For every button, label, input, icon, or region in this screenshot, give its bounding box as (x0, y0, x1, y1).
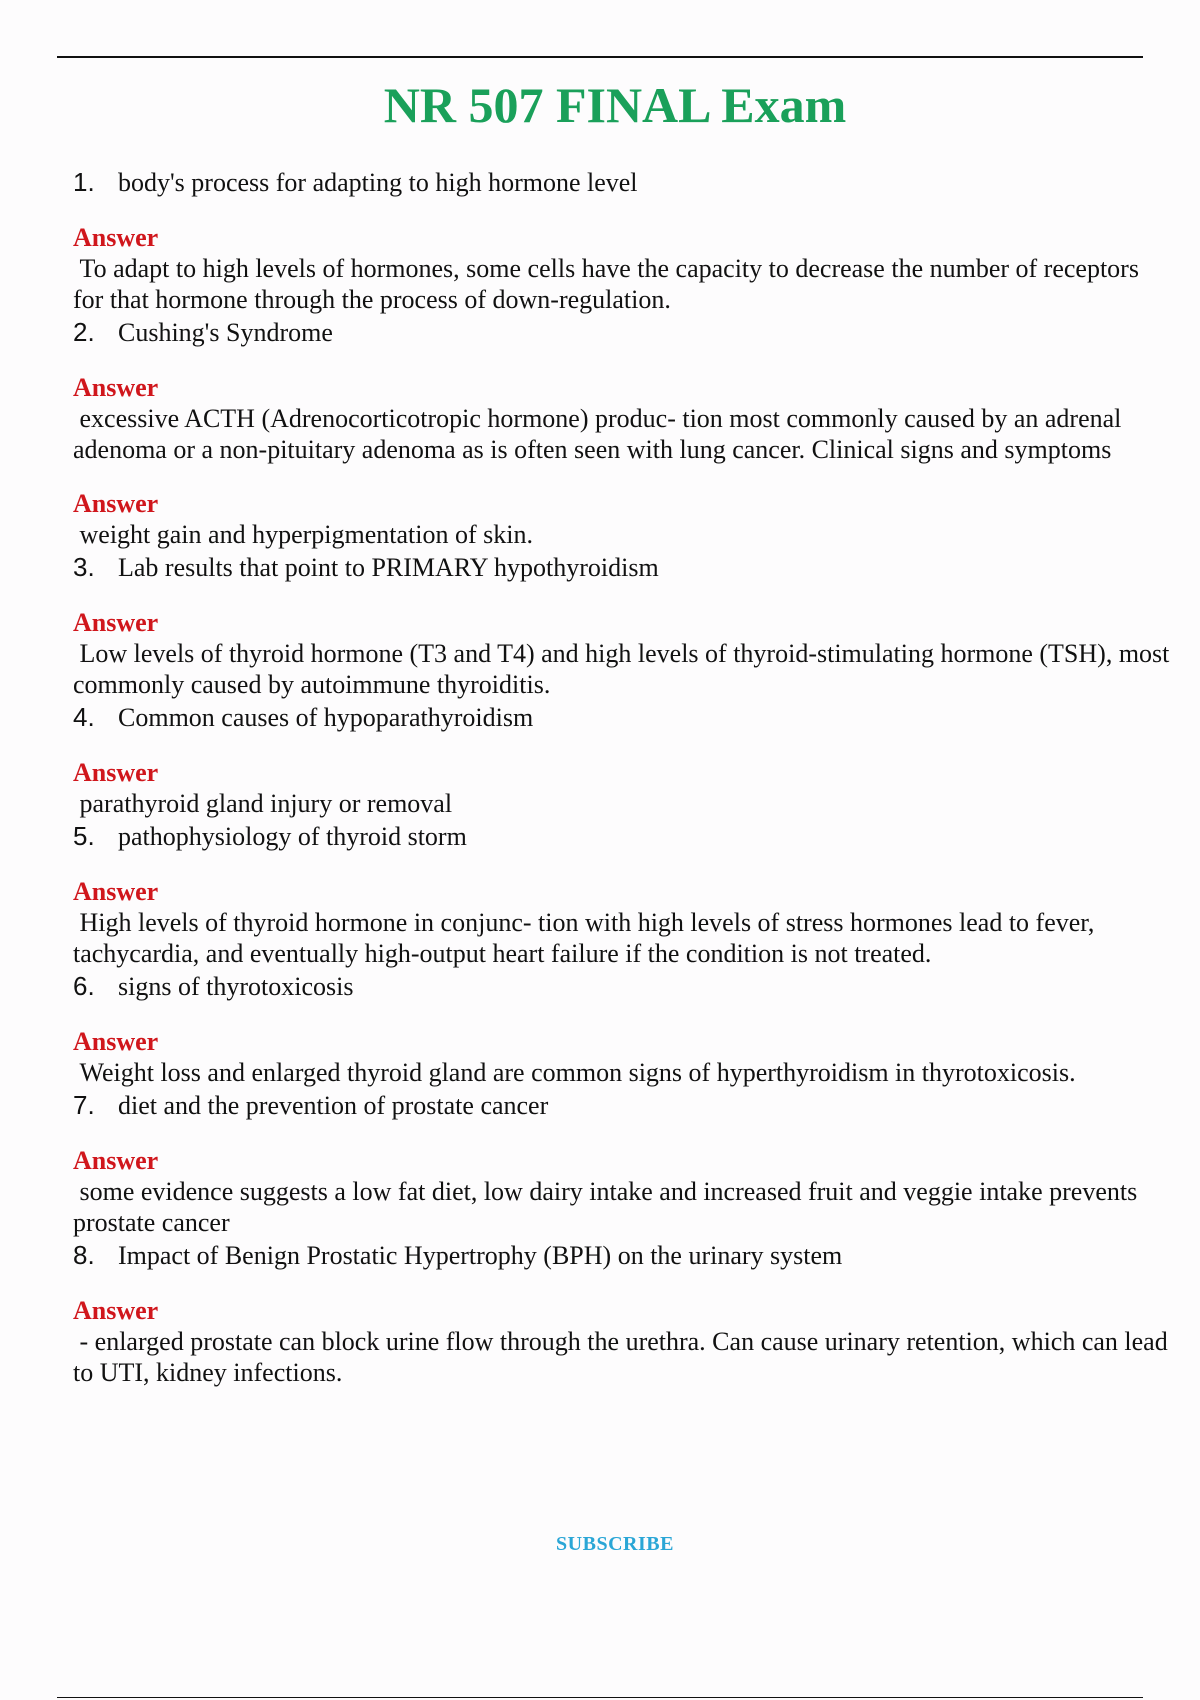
qa-item (73, 315, 1173, 550)
question-number: 2. (73, 317, 95, 347)
answer-label: Answer (73, 1027, 159, 1056)
top-divider (57, 56, 1143, 58)
answer-text: Weight loss and enlarged thyroid gland are common signs of hyperthyroidism in thyrotoxicosis. (73, 1058, 1076, 1087)
subscribe-link[interactable]: SUBSCRIBE (556, 1533, 674, 1555)
qa-item (73, 700, 1173, 819)
question-number: 4. (73, 702, 95, 732)
answer-text: weight gain and hyperpigmentation of skin. (73, 520, 533, 549)
question-number: 5. (73, 821, 95, 851)
qa-item (73, 165, 1173, 315)
question-number: 3. (73, 552, 95, 582)
question-text: Impact of Benign Prostatic Hypertrophy (BPH) on the urinary system (118, 1241, 843, 1270)
answer-label: Answer (73, 1296, 159, 1325)
question (73, 550, 1173, 584)
question-text: pathophysiology of thyroid storm (118, 822, 467, 851)
question (73, 700, 1173, 734)
question-number: 6. (73, 971, 95, 1001)
answer-label: Answer (73, 608, 159, 637)
question-number: 1. (73, 167, 95, 197)
question-text: signs of thyrotoxicosis (118, 972, 354, 1001)
question (73, 315, 1173, 349)
answer-text: excessive ACTH (Adrenocorticotropic hormone) produc- tion most commonly caused by an adrenal adenoma or a non-pituitary adenoma as is often seen with lung cancer. Clinical signs and symptoms (73, 404, 1128, 464)
bottom-divider (57, 1697, 1143, 1698)
question-number: 8. (73, 1240, 95, 1270)
answer-label: Answer (73, 373, 159, 402)
answer-text: parathyroid gland injury or removal (73, 789, 453, 818)
question-text: body's process for adapting to high hormone level (118, 168, 638, 197)
answer-label: Answer (73, 489, 159, 518)
question (73, 969, 1173, 1003)
question (73, 1088, 1173, 1122)
qa-item (73, 550, 1176, 700)
answer-label: Answer (73, 1146, 159, 1175)
qa-item (73, 1088, 1173, 1238)
qa-item (73, 1238, 1173, 1388)
answer-text: High levels of thyroid hormone in conjunc- tion with high levels of stress hormones lead to fever, tachycardia, and eventually high-output heart failure if the condition is not treated. (73, 908, 1101, 968)
answer-text: some evidence suggests a low fat diet, low dairy intake and increased fruit and veggie intake prevents prostate cancer (73, 1177, 1144, 1237)
question-text: Lab results that point to PRIMARY hypothyroidism (118, 553, 659, 582)
answer-label: Answer (73, 877, 159, 906)
answer-text: To adapt to high levels of hormones, some cells have the capacity to decrease the number of receptors for that hormone through the process of down-regulation. (73, 254, 1146, 314)
question (73, 165, 1173, 199)
qa-item (73, 819, 1173, 969)
qa-list (73, 165, 1176, 1388)
qa-item (73, 969, 1173, 1088)
question (73, 819, 1173, 853)
answer-text: Low levels of thyroid hormone (T3 and T4) and high levels of thyroid-stimulating hormone (TSH), most commonly caused by autoimmune thyroiditis. (73, 639, 1176, 699)
question-text: Cushing's Syndrome (118, 318, 333, 347)
question (73, 1238, 1173, 1272)
question-text: diet and the prevention of prostate cancer (118, 1091, 549, 1120)
answer-text: - enlarged prostate can block urine flow through the urethra. Can cause urinary retention, which can lead to UTI, kidney infections. (73, 1327, 1175, 1387)
answer-label: Answer (73, 758, 159, 787)
page-title: NR 507 FINAL Exam (383, 77, 847, 133)
question-text: Common causes of hypoparathyroidism (118, 703, 534, 732)
answer-label: Answer (73, 223, 159, 252)
question-number: 7. (73, 1090, 95, 1120)
